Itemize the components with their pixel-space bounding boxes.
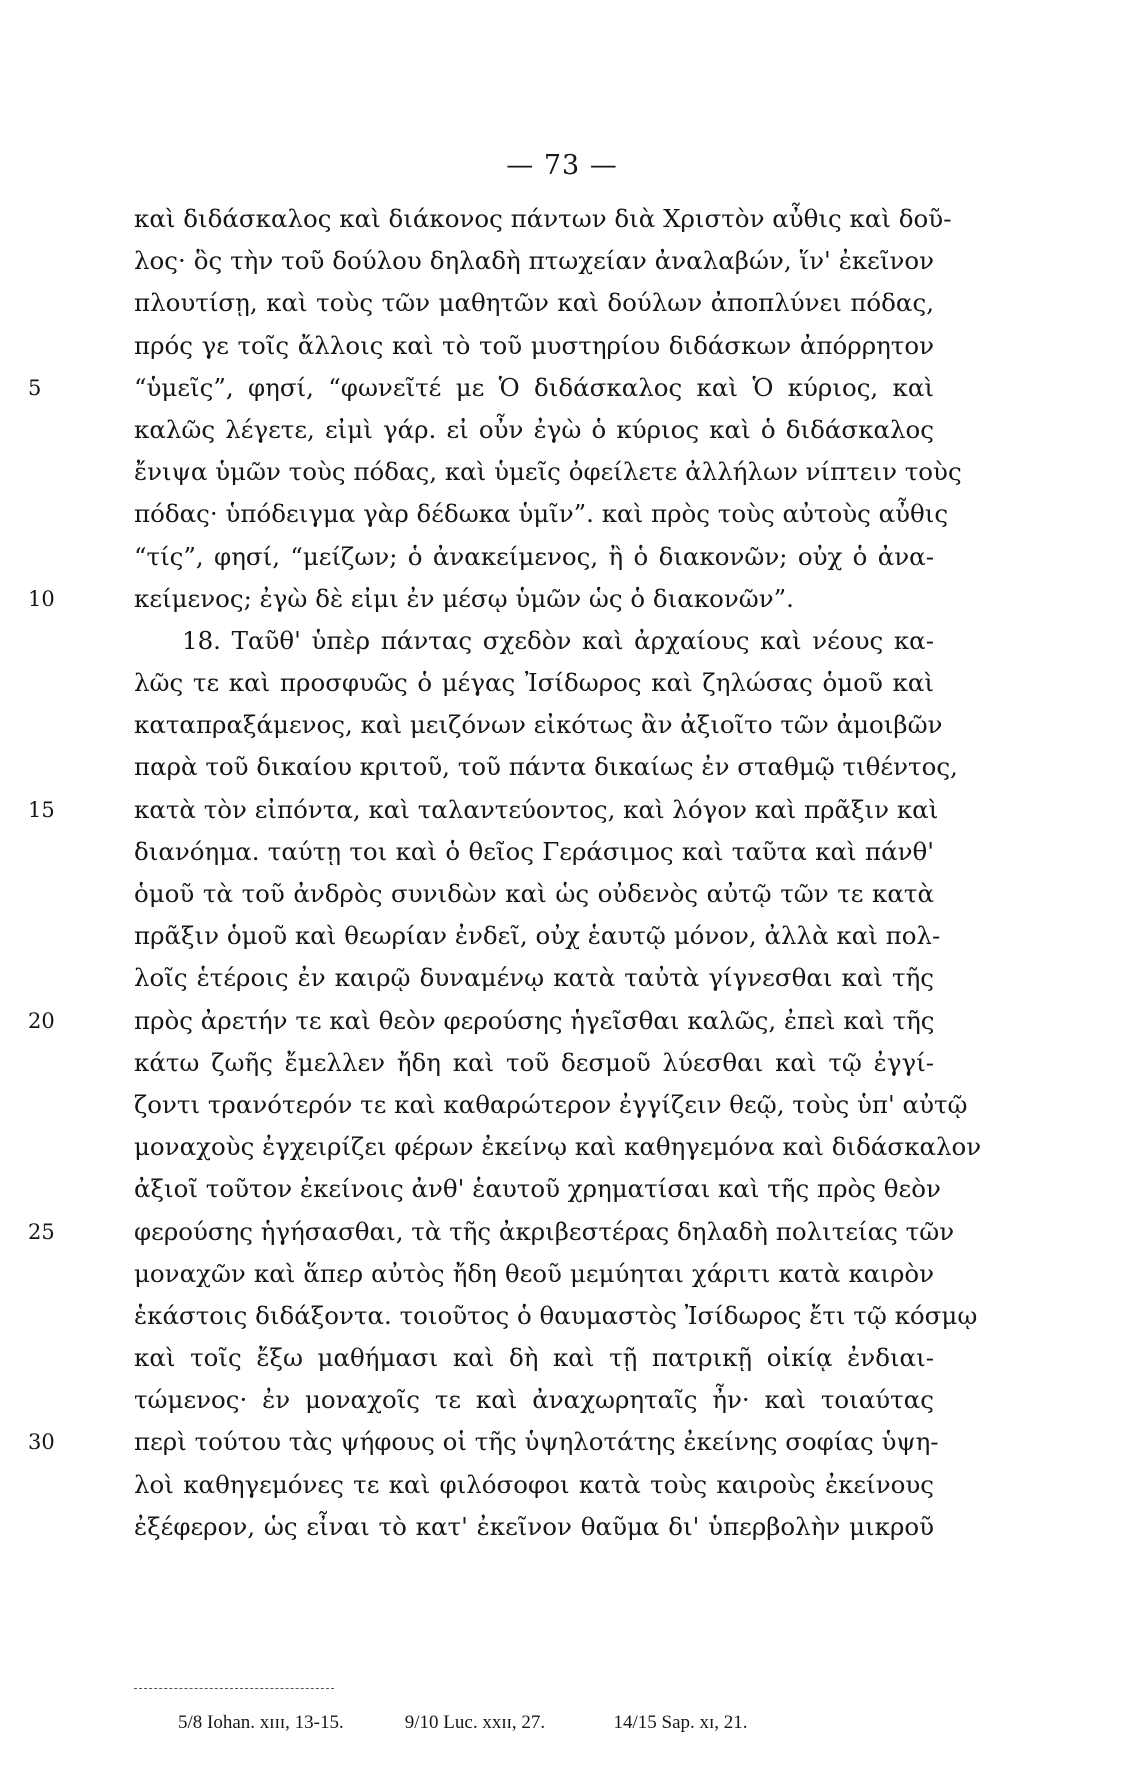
text-line: [134, 1042, 934, 1084]
text-line: [134, 1084, 968, 1126]
line-text: μοναχῶν καὶ ἅπερ αὐτὸς ἤδη θεοῦ μεμύηται χάριτι κατὰ καιρὸν: [134, 1258, 934, 1288]
footnote-reference: 5/8 Iohan. xɪɪɪ, 13-15.: [178, 1712, 344, 1733]
line-text: πρός γε τοῖς ἄλλοις καὶ τὸ τοῦ μυστηρίου διδάσκων ἀπόρρητον: [134, 330, 934, 360]
line-number: 10: [28, 586, 55, 611]
line-text: καλῶς λέγετε, εἰμὶ γάρ. εἰ οὖν ἐγὼ ὁ κύριος καὶ ὁ διδάσκαλος: [134, 414, 934, 444]
text-line: [134, 240, 934, 282]
line-number: 5: [28, 375, 42, 400]
line-text: περὶ τούτου τὰς ψήφους οἱ τῆς ὑψηλοτάτης ἐκείνης σοφίας ὑψη-: [134, 1427, 939, 1457]
line-text: λῶς τε καὶ προσφυῶς ὁ μέγας Ἰσίδωρος καὶ ζηλώσας ὁμοῦ καὶ: [134, 668, 934, 698]
text-line: [134, 1337, 934, 1379]
line-text: κατὰ τὸν εἰπόντα, καὶ ταλαντεύοντος, καὶ λόγον καὶ πρᾶξιν καὶ: [134, 794, 939, 824]
text-line: [134, 746, 958, 788]
text-line: [134, 1464, 934, 1506]
text-line: [134, 704, 943, 746]
line-text: λοὶ καθηγεμόνες τε καὶ φιλόσοφοι κατὰ τοὺς καιροὺς ἐκείνους: [134, 1469, 934, 1499]
line-text: ἔνιψα ὑμῶν τοὺς πόδας, καὶ ὑμεῖς ὀφείλετε ἀλλήλων νίπτειν τοὺς: [134, 457, 962, 487]
text-line: [134, 1506, 934, 1548]
line-text: καὶ τοῖς ἔξω μαθήμασι καὶ δὴ καὶ τῇ πατρικῇ οἰκίᾳ ἐνδιαι-: [134, 1343, 934, 1373]
main-text: [28, 198, 982, 1548]
text-line: [134, 198, 952, 240]
text-line: [134, 1379, 934, 1421]
text-line: [134, 1168, 941, 1210]
footnotes: [178, 1712, 898, 1734]
line-text: λος· ὃς τὴν τοῦ δούλου δηλαδὴ πτωχείαν ἀναλαβών, ἵν' ἐκεῖνον: [134, 246, 934, 276]
text-line: [134, 620, 934, 662]
text-line: [134, 282, 934, 324]
text-line: [134, 662, 934, 704]
text-line: [134, 325, 934, 367]
line-text: φερούσης ἡγήσασθαι, τὰ τῆς ἀκριβεστέρας δηλαδὴ πολιτείας τῶν: [134, 1216, 955, 1246]
line-text: λοῖς ἑτέροις ἐν καιρῷ δυναμένῳ κατὰ ταὐτὰ γίγνεσθαι καὶ τῆς: [134, 963, 934, 993]
text-line: [134, 493, 949, 535]
text-line: [28, 1000, 935, 1042]
line-text: πρὸς ἀρετήν τε καὶ θεὸν φερούσης ἡγεῖσθαι καλῶς, ἐπεὶ καὶ τῆς: [134, 1005, 935, 1035]
text-line: [28, 1211, 955, 1253]
text-line: [28, 367, 934, 409]
line-text: καταπραξάμενος, καὶ μειζόνων εἰκότως ἂν ἀξιοῖτο τῶν ἀμοιβῶν: [134, 710, 943, 740]
line-text: καὶ διδάσκαλος καὶ διάκονος πάντων διὰ Χριστὸν αὖθις καὶ δοῦ-: [134, 204, 952, 233]
line-text: κείμενος; ἐγὼ δὲ εἰμι ἐν μέσῳ ὑμῶν ὡς ὁ διακονῶν”.: [134, 583, 794, 613]
line-text: μοναχοὺς ἐγχειρίζει φέρων ἐκείνῳ καὶ καθηγεμόνα καὶ διδάσκαλον: [134, 1132, 982, 1162]
line-text: “τίς”, φησί, “μείζων; ὁ ἀνακείμενος, ἢ ὁ διακονῶν; οὐχ ὁ ἀνα-: [134, 541, 934, 571]
text-line: [134, 957, 934, 999]
text-line: [134, 451, 962, 493]
line-text: διανόημα. ταύτῃ τοι καὶ ὁ θεῖος Γεράσιμος καὶ ταῦτα καὶ πάνθ': [134, 836, 934, 866]
page-number: — 73 —: [506, 150, 618, 181]
line-text: παρὰ τοῦ δικαίου κριτοῦ, τοῦ πάντα δικαίως ἐν σταθμῷ τιθέντος,: [134, 752, 958, 782]
text-line: [134, 1126, 982, 1168]
footnote-separator: [134, 1688, 334, 1689]
line-text: 18. Ταῦθ' ὑπὲρ πάντας σχεδὸν καὶ ἀρχαίους καὶ νέους κα-: [182, 625, 934, 655]
line-text: ἐξέφερον, ὡς εἶναι τὸ κατ' ἐκεῖνον θαῦμα δι' ὑπερβολὴν μικροῦ: [134, 1511, 934, 1541]
line-number: 20: [28, 1008, 55, 1033]
line-text: “ὑμεῖς”, φησί, “φωνεῖτέ με Ὁ διδάσκαλος καὶ Ὁ κύριος, καὶ: [134, 372, 934, 402]
line-text: κάτω ζωῆς ἔμελλεν ἤδη καὶ τοῦ δεσμοῦ λύεσθαι καὶ τῷ ἐγγί-: [134, 1047, 934, 1077]
text-line: [134, 536, 934, 578]
line-number: 15: [28, 797, 55, 822]
text-line: [134, 1295, 978, 1337]
line-text: ἀξιοῖ τοῦτον ἐκείνοις ἀνθ' ἑαυτοῦ χρηματίσαι καὶ τῆς πρὸς θεὸν: [134, 1174, 941, 1204]
text-line: [28, 789, 939, 831]
line-text: τώμενος· ἐν μοναχοῖς τε καὶ ἀναχωρηταῖς ἦν· καὶ τοιαύτας: [134, 1385, 934, 1415]
footnote-reference: 14/15 Sap. xɪ, 21.: [613, 1712, 748, 1733]
line-number: 25: [28, 1219, 55, 1244]
text-line: [134, 1253, 934, 1295]
text-line: [28, 1421, 939, 1463]
text-line: [134, 409, 934, 451]
text-line: [134, 915, 941, 957]
line-text: ζοντι τρανότερόν τε καὶ καθαρώτερον ἐγγίζειν θεῷ, τοὺς ὑπ' αὐτῷ: [134, 1089, 968, 1119]
line-text: πλουτίσῃ, καὶ τοὺς τῶν μαθητῶν καὶ δούλων ἀποπλύνει πόδας,: [134, 288, 934, 318]
text-line: [134, 831, 934, 873]
text-line: [134, 873, 934, 915]
line-text: ἑκάστοις διδάξοντα. τοιοῦτος ὁ θαυμαστὸς Ἰσίδωρος ἔτι τῷ κόσμῳ: [134, 1300, 978, 1330]
line-text: πρᾶξιν ὁμοῦ καὶ θεωρίαν ἐνδεῖ, οὐχ ἑαυτῷ μόνον, ἀλλὰ καὶ πολ-: [134, 921, 941, 951]
line-number: 30: [28, 1430, 55, 1455]
line-text: πόδας· ὑπόδειγμα γὰρ δέδωκα ὑμῖν”. καὶ πρὸς τοὺς αὐτοὺς αὖθις: [134, 499, 949, 529]
text-line: [28, 578, 934, 620]
footnote-reference: 9/10 Luc. xxɪɪ, 27.: [404, 1712, 546, 1733]
line-text: ὁμοῦ τὰ τοῦ ἀνδρὸς συνιδὼν καὶ ὡς οὐδενὸς αὐτῷ τῶν τε κατὰ: [134, 879, 934, 908]
